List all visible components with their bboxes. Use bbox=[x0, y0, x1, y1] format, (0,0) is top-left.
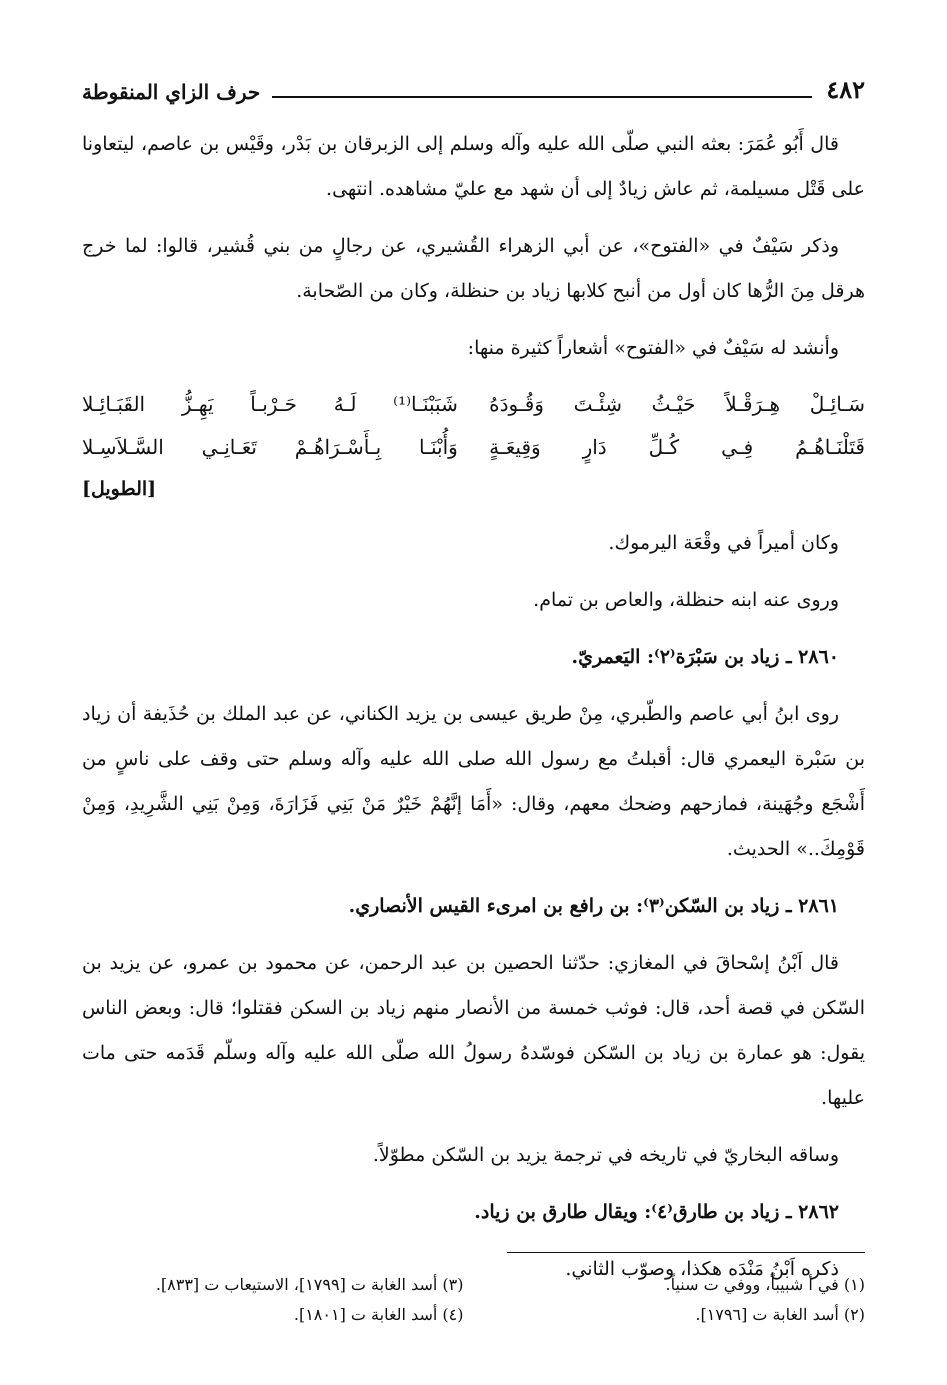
paragraph: وذكر سَيْفٌ في «الفتوح»، عن أبي الزهراء القُشيري، عن رجالٍ من بني قُشير، قالوا: لما خرج هرقل مِنَ الرُّها كان أول من أنبح كلابها زياد بن حنظلة، وكان من الصّحابة. bbox=[82, 235, 865, 302]
entry-heading: ٢٨٦١ ـ زياد بن السّكن⁽٣⁾: بن رافع بن امرىء القيس الأنصاري. bbox=[348, 895, 839, 917]
paragraph: وأنشد له سَيْفٌ في «الفتوح» أشعاراً كثيرة منها: bbox=[467, 337, 839, 359]
verse bbox=[82, 426, 865, 469]
hemistich: سَـائِـلْ هِـرَقْـلاً حَيْـثُ شِئْـتَ وَقُـودَهُ bbox=[489, 392, 865, 416]
paragraph: قال اَبْنُ إسْحاقَ في المغازي: حدّثنا الحصين بن عبد الرحمن، عن محمود بن عمرو، عن يزيد بن السّكن في قصة أحد، قال: فوثب خمسة من الأنصار منهم زياد بن السكن فقتلوا؛ قال: وبعض الناس يقول: هو عمارة بن زياد بن السّكن فوسّدهُ رسولُ الله صلّى الله عليه وآله وسلّم قَدَمه حتى مات عليها. bbox=[82, 952, 865, 1109]
footnote: (٤) أسد الغابة ت [١٨٠١]. bbox=[293, 1305, 464, 1324]
page-number: ٤٨٢ bbox=[826, 75, 865, 104]
paragraph: قال أَبُو عُمَرَ: بعثه النبي صلّى الله عليه وآله وسلم إلى الزبرقان بن بَدْر، وقَيْس بن عاصم، ليتعاونا على قَتْل مسيلمة، ثم عاش زيادٌ إلى أن شهد مع عليّ مشاهده. انتهى. bbox=[82, 133, 865, 200]
paragraph: وروى عنه ابنه حنظلة، والعاص بن تمام. bbox=[533, 589, 839, 611]
verse bbox=[82, 383, 865, 426]
footnote: (١) في أ شبيباً، ووفي ت سنياً. bbox=[665, 1275, 865, 1294]
entry-heading: ٢٨٦٢ ـ زياد بن طارق⁽٤⁾: ويقال طارق بن زياد. bbox=[474, 1201, 839, 1223]
entry-heading: ٢٨٦٠ ـ زياد بن سَبْرَة⁽٢⁾: اليَعمريّ. bbox=[571, 646, 839, 668]
footnote: (٣) أسد الغابة ت [١٧٩٩]، الاستيعاب ت [٨٣٣]. bbox=[155, 1275, 464, 1294]
paragraph: روى ابنُ أبي عاصم والطّبري، مِنْ طريق عيسى بن يزيد الكناني، عن عبد الملك بن حُذَيفة أن زياد بن سَبْرة اليعمري قال: أقبلتُ مع رسول الله صلى الله عليه وآله وسلم حتى وقف على ناسٍ من أَشْجَع وجُهَينة، فمازحهم وضحك معهم، وقال: «أَمَا إنَّهُمْ خَيْرٌ مَنْ بَنِي فَزَارَةَ، وَمِنْ بَنِي الشَّرِيدِ، وَمِنْ قَوْمِكَ..» الحديث. bbox=[82, 703, 865, 860]
footnote: (٢) أسد الغابة ت [١٧٩٦]. bbox=[695, 1305, 865, 1324]
paragraph: وساقه البخاريّ في تاريخه في ترجمة يزيد بن السّكن مطوّلاً. bbox=[372, 1144, 839, 1166]
paragraph: وكان أميراً في وقْعَة اليرموك. bbox=[608, 532, 839, 554]
footnote-rule bbox=[507, 1252, 865, 1253]
running-title: حرف الزاي المنقوطة bbox=[82, 80, 261, 104]
header-rule bbox=[272, 96, 812, 98]
main-text bbox=[82, 122, 865, 1304]
poem bbox=[82, 383, 865, 509]
paragraph: ذكره اَبْنُ مَنْدَه هكذا، وصوّب الثاني. bbox=[565, 1258, 839, 1280]
page-header bbox=[82, 66, 865, 102]
footnotes bbox=[82, 1270, 865, 1330]
hemistich: شَبَبْنَـا⁽¹⁾ لَـهُ حَـرْبـاً يَهِـزُّ القَبَـائِـلا bbox=[82, 392, 458, 416]
hemistich: وَأُبْنَـا بِـأَسْـرَاهُـمْ تَعَـانِـي السَّـلاَسِـلا bbox=[82, 435, 458, 459]
hemistich: قَتَلْنَـاهُـمُ فِـي كُـلِّ دَارٍ وَقِيعَـةٍ bbox=[489, 435, 865, 459]
poem-meter: [الطويل] bbox=[82, 478, 157, 500]
